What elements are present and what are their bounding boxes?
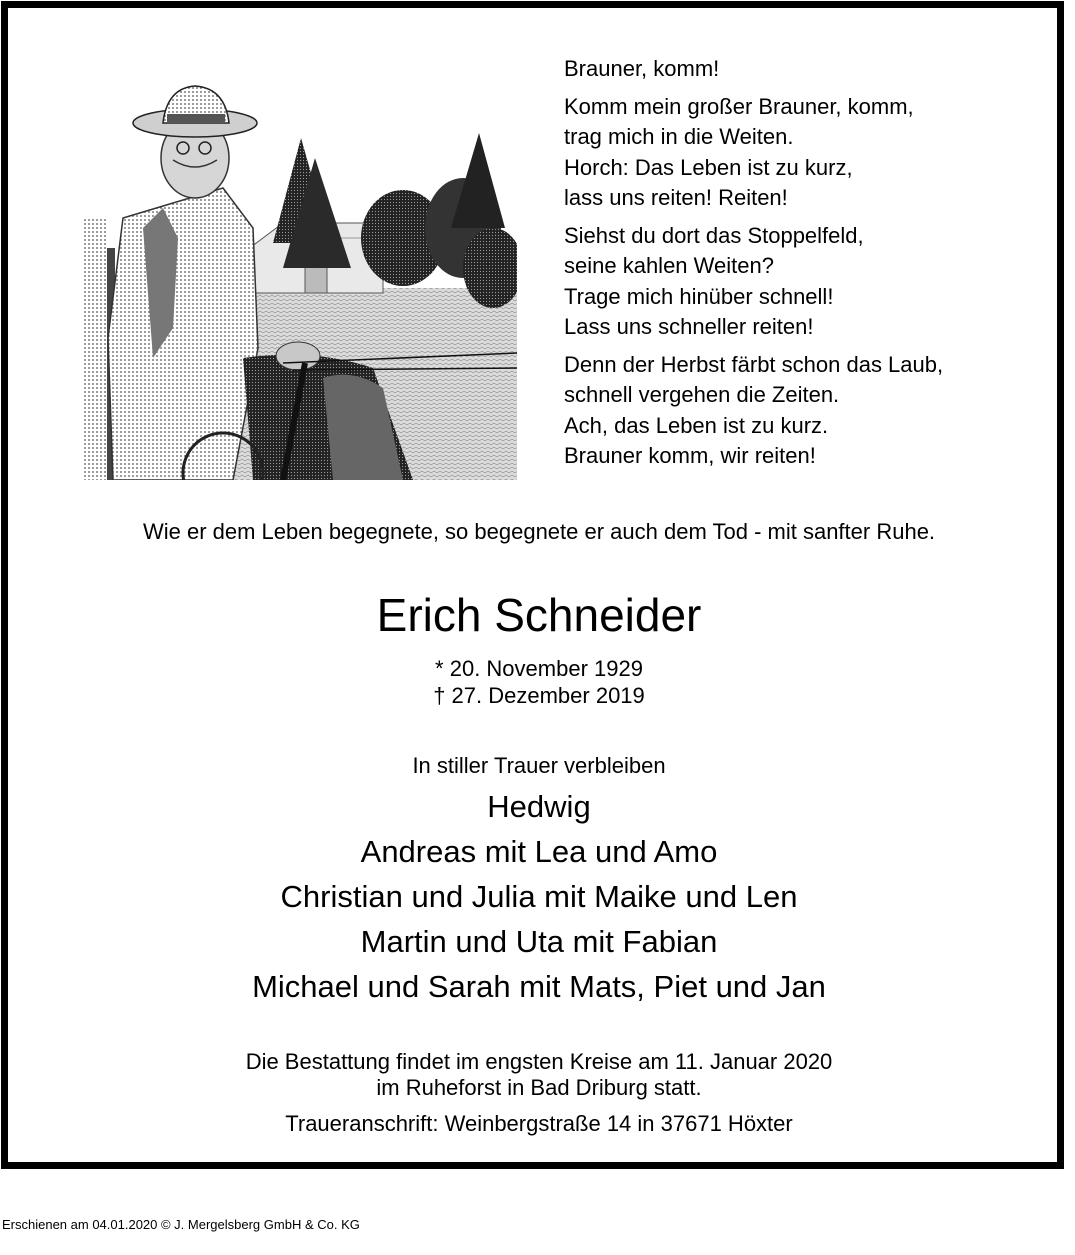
poem-stanza	[564, 221, 1034, 343]
memorial-quote: Wie er dem Leben begegnete, so begegnete er auch dem Tod - mit sanfter Ruhe.	[142, 519, 936, 544]
poem-title: Brauner, komm!	[564, 56, 720, 81]
mourner-entry: Michael und Sarah mit Mats, Piet und Jan	[252, 969, 826, 1004]
publication-footer: Erschienen am 04.01.2020 © J. Mergelsberg GmbH & Co. KG	[2, 1217, 360, 1232]
poem-line: Denn der Herbst färbt schon das Laub,	[564, 351, 944, 377]
poem-stanza	[564, 92, 1034, 214]
portrait-photo	[83, 78, 517, 480]
mourning-address: Traueranschrift: Weinbergstraße 14 in 37671 Höxter	[285, 1111, 793, 1136]
mourners-list	[8, 784, 1070, 1009]
poem-stanza	[564, 350, 1034, 472]
poem	[564, 54, 1034, 479]
funeral-notice	[8, 1049, 1070, 1101]
poem-line: Siehst du dort das Stoppelfeld,	[564, 222, 864, 248]
mourner-entry: Andreas mit Lea und Amo	[360, 834, 718, 869]
funeral-line: Die Bestattung findet im engsten Kreise am 11. Januar 2020	[245, 1049, 833, 1074]
poem-line: Trage mich hinüber schnell!	[564, 283, 834, 309]
poem-line: Brauner komm, wir reiten!	[564, 443, 816, 468]
birth-date: * 20. November 1929	[435, 656, 643, 681]
poem-line: seine kahlen Weiten?	[564, 253, 774, 278]
deceased-name: Erich Schneider	[376, 589, 702, 641]
poem-line: Lass uns schneller reiten!	[564, 314, 814, 339]
mourning-intro: In stiller Trauer verbleiben	[412, 753, 666, 778]
obituary-frame	[1, 1, 1064, 1169]
poem-line: lass uns reiten! Reiten!	[564, 185, 788, 210]
mourner-entry: Martin und Uta mit Fabian	[360, 924, 718, 959]
poem-line: Komm mein großer Brauner, komm,	[564, 93, 914, 119]
mourner-entry: Christian und Julia mit Maike und Len	[280, 879, 798, 914]
life-dates	[8, 655, 1070, 709]
mourner-entry: Hedwig	[487, 789, 591, 824]
death-date: † 27. Dezember 2019	[433, 683, 645, 708]
poem-line: Ach, das Leben ist zu kurz.	[564, 412, 829, 438]
funeral-line: im Ruheforst in Bad Driburg statt.	[376, 1075, 702, 1100]
poem-line: Horch: Das Leben ist zu kurz,	[564, 154, 853, 180]
poem-line: trag mich in die Weiten.	[564, 124, 794, 149]
poem-line: schnell vergehen die Zeiten.	[564, 382, 840, 407]
